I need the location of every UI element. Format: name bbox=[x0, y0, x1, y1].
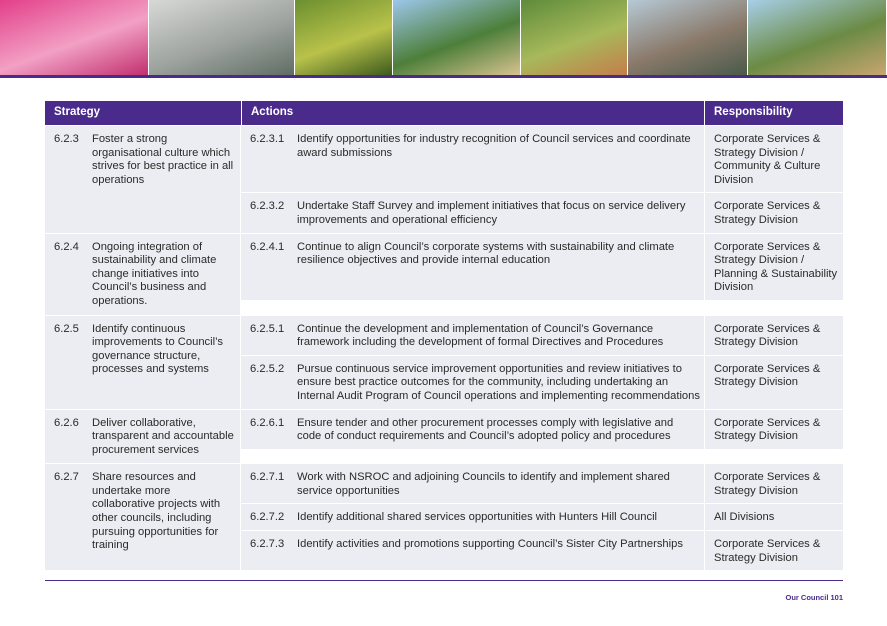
actions-list bbox=[241, 234, 843, 315]
actions-list bbox=[241, 316, 843, 409]
strategy-number: 6.2.3 bbox=[54, 133, 79, 145]
street-walking-photo bbox=[628, 0, 748, 75]
footer-divider bbox=[45, 580, 843, 581]
table-body bbox=[45, 125, 843, 570]
children-play-photo bbox=[0, 0, 149, 75]
strategy-group bbox=[45, 463, 843, 570]
banner-divider bbox=[0, 75, 887, 78]
responsibility-cell: Corporate Services & Strategy Division / Planning & Sustainability Division bbox=[705, 234, 843, 300]
actions-list bbox=[241, 126, 843, 233]
strategy-table bbox=[45, 101, 843, 570]
action-number: 6.2.6.1 bbox=[250, 416, 285, 429]
action-cell bbox=[241, 504, 705, 530]
strategy-group bbox=[45, 233, 843, 315]
action-row bbox=[241, 530, 843, 570]
strategy-number: 6.2.7 bbox=[54, 471, 79, 484]
action-row bbox=[241, 192, 843, 232]
action-cell bbox=[241, 410, 705, 449]
library-building-photo bbox=[748, 0, 887, 75]
strategy-cell bbox=[45, 316, 241, 409]
action-text: Ensure tender and other procurement processes comply with legislative and code of conduct requirements and Council’s adopted policy and procedures bbox=[297, 416, 674, 443]
strategy-cell bbox=[45, 464, 241, 570]
action-number: 6.2.3.2 bbox=[250, 200, 285, 213]
responsibility-cell: Corporate Services & Strategy Division bbox=[705, 464, 843, 503]
actions-list bbox=[241, 410, 843, 464]
strategy-text: Identify continuous improvements to Council’s governance structure, processes and systems bbox=[92, 322, 223, 376]
action-number: 6.2.7.3 bbox=[250, 538, 285, 551]
action-cell bbox=[241, 531, 705, 570]
page-footer: Our Council 101 bbox=[785, 593, 843, 602]
action-number: 6.2.5.1 bbox=[250, 322, 285, 335]
action-cell bbox=[241, 193, 705, 232]
responsibility-cell: Corporate Services & Strategy Division / Community & Culture Division bbox=[705, 126, 843, 192]
responsibility-cell: All Divisions bbox=[705, 504, 843, 530]
responsibility-cell: Corporate Services & Strategy Division bbox=[705, 356, 843, 409]
action-row bbox=[241, 126, 843, 192]
action-number: 6.2.3.1 bbox=[250, 133, 285, 145]
strategy-group bbox=[45, 315, 843, 409]
family-garden-photo bbox=[521, 0, 628, 75]
action-text: Identify activities and promotions supporting Council’s Sister City Partnerships bbox=[297, 538, 683, 551]
action-text: Continue the development and implementation of Council’s Governance framework including the development of formal Directives and Procedures bbox=[297, 322, 664, 349]
action-text: Pursue continuous service improvement opportunities and review initiatives to ensure best practice outcomes for the community, including undertaking an Internal Audit Program of Council operations and implementing recommendations bbox=[297, 362, 700, 402]
car-park-ev-photo bbox=[149, 0, 295, 75]
strategy-text: Deliver collaborative, transparent and accountable procurement services bbox=[92, 416, 234, 456]
photo-banner bbox=[0, 0, 887, 75]
strategy-group bbox=[45, 409, 843, 464]
strategy-number: 6.2.4 bbox=[54, 240, 79, 253]
action-text: Identify opportunities for industry recognition of Council services and coordinate award submissions bbox=[297, 133, 691, 159]
header-strategy: Strategy bbox=[45, 101, 242, 125]
action-text: Continue to align Council’s corporate systems with sustainability and climate resilience objectives and provide internal education bbox=[297, 240, 675, 267]
action-row bbox=[241, 464, 843, 503]
action-cell bbox=[241, 464, 705, 503]
strategy-cell bbox=[45, 126, 241, 233]
action-cell bbox=[241, 356, 705, 409]
action-row bbox=[241, 234, 843, 300]
actions-list bbox=[241, 464, 843, 570]
header-responsibility: Responsibility bbox=[705, 101, 843, 125]
strategy-text: Ongoing integration of sustainability and climate change initiatives into Council’s business and operations. bbox=[92, 240, 217, 307]
strategy-text: Foster a strong organisational culture which strives for best practice in all operations bbox=[92, 133, 234, 186]
action-number: 6.2.5.2 bbox=[250, 362, 285, 375]
header-actions: Actions bbox=[242, 101, 705, 125]
strategy-text: Share resources and undertake more collaborative projects with other councils, including pursuing opportunities for training bbox=[92, 471, 221, 552]
community-event-photo bbox=[393, 0, 521, 75]
action-number: 6.2.7.2 bbox=[250, 511, 285, 524]
responsibility-cell: Corporate Services & Strategy Division bbox=[705, 193, 843, 232]
table-header bbox=[45, 101, 843, 125]
strategy-cell bbox=[45, 410, 241, 464]
frog-photo bbox=[295, 0, 393, 75]
action-number: 6.2.7.1 bbox=[250, 471, 285, 484]
action-cell bbox=[241, 126, 705, 192]
action-row bbox=[241, 355, 843, 409]
action-cell bbox=[241, 234, 705, 300]
action-row bbox=[241, 503, 843, 530]
responsibility-cell: Corporate Services & Strategy Division bbox=[705, 316, 843, 355]
action-row bbox=[241, 410, 843, 449]
action-text: Undertake Staff Survey and implement initiatives that focus on service delivery improvements and operational efficiency bbox=[297, 200, 686, 226]
strategy-number: 6.2.6 bbox=[54, 416, 79, 429]
action-row bbox=[241, 316, 843, 355]
responsibility-cell: Corporate Services & Strategy Division bbox=[705, 531, 843, 570]
responsibility-cell: Corporate Services & Strategy Division bbox=[705, 410, 843, 449]
strategy-number: 6.2.5 bbox=[54, 322, 79, 335]
action-text: Identify additional shared services opportunities with Hunters Hill Council bbox=[297, 511, 658, 524]
strategy-group bbox=[45, 125, 843, 233]
action-cell bbox=[241, 316, 705, 355]
strategy-cell bbox=[45, 234, 241, 315]
action-text: Work with NSROC and adjoining Councils to identify and implement shared service opportunities bbox=[297, 471, 670, 497]
action-number: 6.2.4.1 bbox=[250, 240, 285, 253]
